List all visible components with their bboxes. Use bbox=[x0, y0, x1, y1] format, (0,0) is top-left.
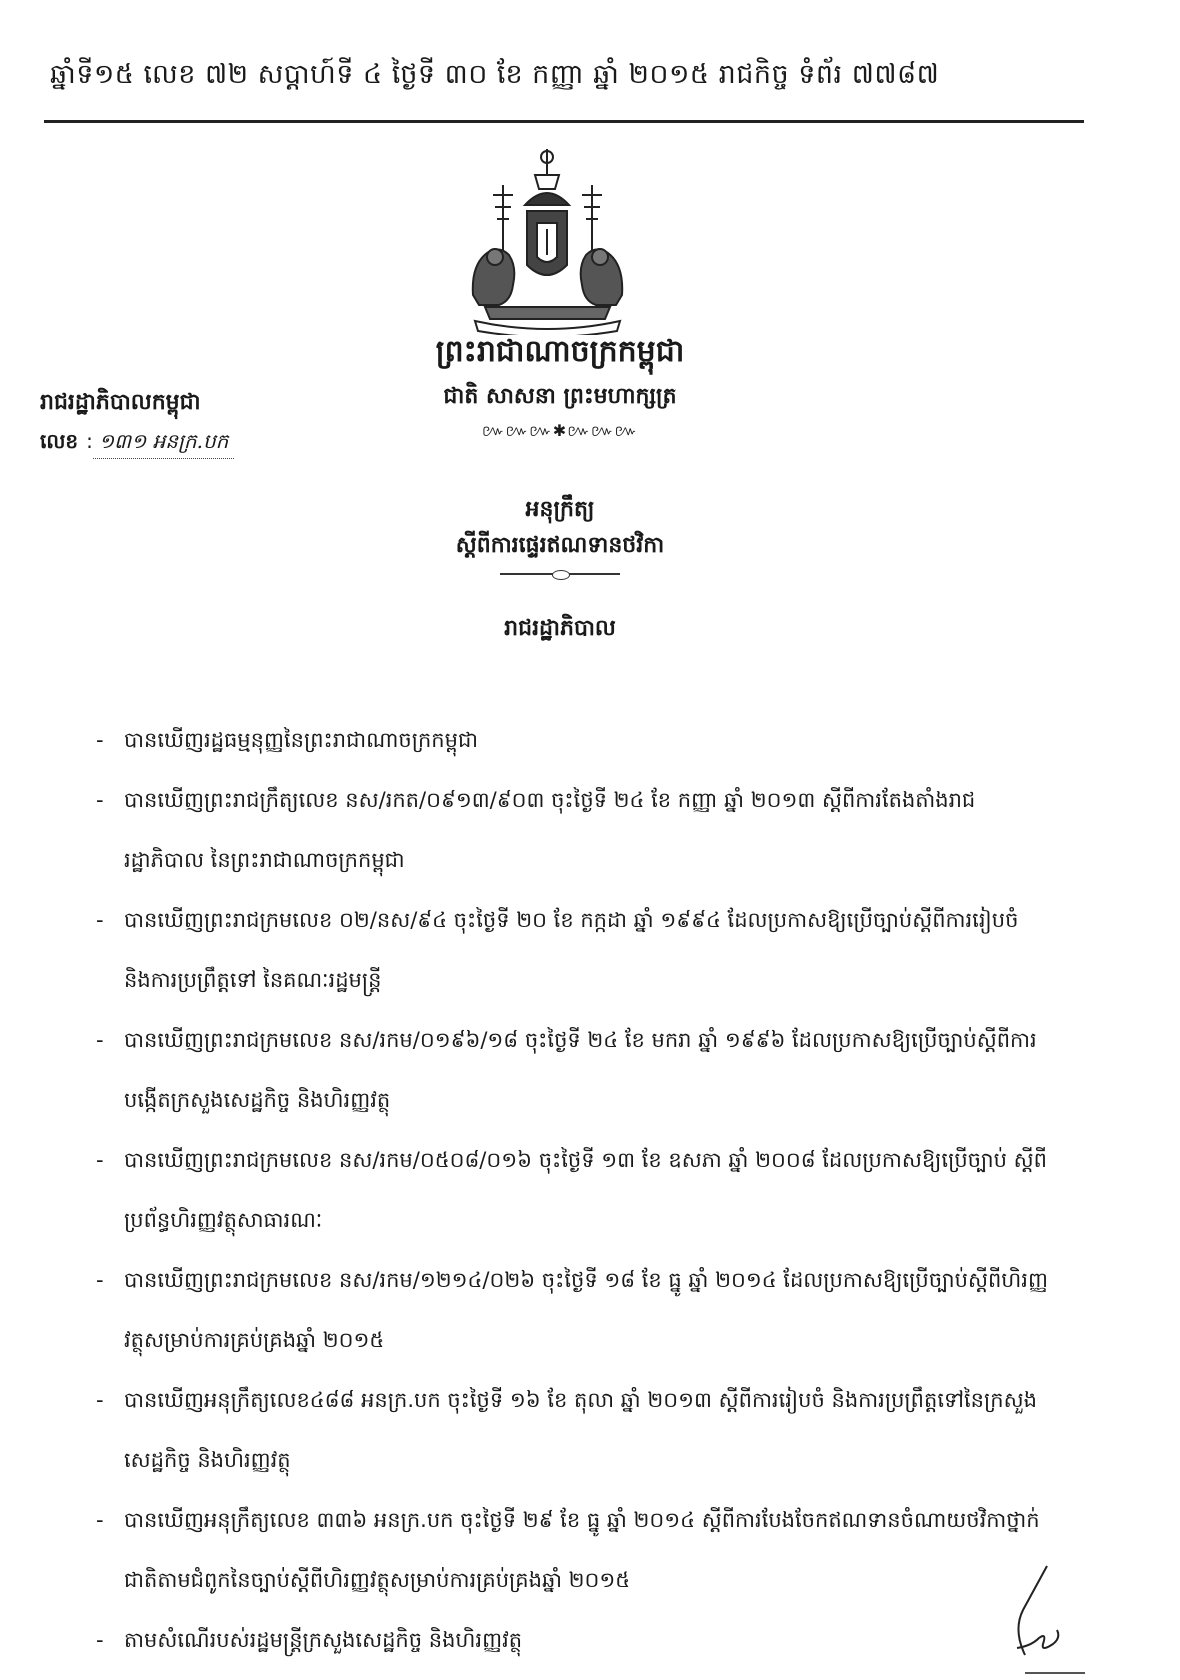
header-rule bbox=[44, 120, 1084, 123]
document-title-block bbox=[380, 495, 740, 575]
ornament-divider: ៚៚៚✱៚៚៚ bbox=[481, 421, 639, 440]
preamble-item: - បានឃើញរដ្ឋធម្មនុញ្ញនៃព្រះរាជាណាចក្រកម្ពុជា bbox=[90, 710, 1050, 770]
issuer-name: រាជរដ្ឋាភិបាលកម្ពុជា bbox=[40, 390, 201, 415]
national-motto: ជាតិ សាសនា ព្រះមហាក្សត្រ bbox=[443, 384, 677, 409]
preamble-item: - បានឃើញព្រះរាជក្រមលេខ នស/រកម/០៥០៨/០១៦ ចុះថ្ងៃទី ១៣ ខែ ឧសភា ឆ្នាំ ២០០៨ ដែលប្រកាសឱ្យប្រើច្បាប់ ស្តីពីប្រព័ន្ធហិរញ្ញវត្ថុសាធារណៈ bbox=[90, 1130, 1050, 1250]
preamble-item: - បានឃើញព្រះរាជក្រឹត្យលេខ នស/រកត/០៩១៣/៩០៣ ចុះថ្ងៃទី ២៤ ខែ កញ្ញា ឆ្នាំ ២០១៣ ស្តីពីការតែងតាំងរាជរដ្ឋាភិបាល នៃព្រះរាជាណាចក្រកម្ពុជា bbox=[90, 770, 1050, 890]
reference-number: ១៣១ អនក្រ.បក bbox=[93, 428, 235, 459]
document-type: អនុក្រឹត្យ bbox=[525, 497, 595, 522]
preamble-item: - បានឃើញព្រះរាជក្រមលេខ ០២/នស/៩៤ ចុះថ្ងៃទី ២០ ខែ កក្កដា ឆ្នាំ ១៩៩៤ ដែលប្រកាសឱ្យប្រើច្បាប់ស្តីពីការរៀបចំ និងការប្រព្រឹត្តទៅ នៃគណៈរដ្ឋមន្ត្រី bbox=[90, 890, 1050, 1010]
signature-icon bbox=[995, 1560, 1075, 1660]
kingdom-title: ព្រះរាជាណាចក្រកម្ពុជា bbox=[435, 334, 685, 369]
gazette-header: ឆ្នាំទី១៥ លេខ ៧២ សប្តាហ៍ទី ៤ ថ្ងៃទី ៣០ ខែ កញ្ញា ឆ្នាំ ២០១៥ រាជកិច្ច ទំព័រ ៧៧៨៧ bbox=[50, 59, 940, 90]
preamble-item: - បានឃើញអនុក្រឹត្យលេខ៤៨៨ អនក្រ.បក ចុះថ្ងៃទី ១៦ ខែ តុលា ឆ្នាំ ២០១៣ ស្តីពីការរៀបចំ និងការប្រព្រឹត្តទៅនៃក្រសួងសេដ្ឋកិច្ច និងហិរញ្ញវត្ថុ bbox=[90, 1370, 1050, 1490]
reference-label: លេខ bbox=[40, 429, 79, 453]
title-divider bbox=[500, 573, 620, 575]
preamble-list bbox=[90, 710, 1050, 1670]
government-heading: រាជរដ្ឋាភិបាល bbox=[504, 616, 616, 641]
issuer-block bbox=[40, 388, 400, 459]
royal-coat-of-arms-icon bbox=[465, 145, 630, 335]
reference-colon: : bbox=[86, 429, 93, 453]
page-corner-mark bbox=[1025, 1672, 1085, 1674]
preamble-item: - តាមសំណើរបស់រដ្ឋមន្ត្រីក្រសួងសេដ្ឋកិច្ច និងហិរញ្ញវត្ថុ bbox=[90, 1610, 1050, 1670]
reference-row bbox=[40, 428, 400, 459]
document-subject: ស្តីពីការផ្ទេរឥណទានថវិកា bbox=[455, 533, 665, 558]
preamble-item: - បានឃើញព្រះរាជក្រមលេខ នស/រកម/០១៩៦/១៨ ចុះថ្ងៃទី ២៤ ខែ មករា ឆ្នាំ ១៩៩៦ ដែលប្រកាសឱ្យប្រើច្បាប់ស្តីពីការបង្កើតក្រសួងសេដ្ឋកិច្ច និងហិរញ្ញវត្ថុ bbox=[90, 1010, 1050, 1130]
preamble-item: - បានឃើញព្រះរាជក្រមលេខ នស/រកម/១២១៤/០២៦ ចុះថ្ងៃទី ១៨ ខែ ធ្នូ ឆ្នាំ ២០១៤ ដែលប្រកាសឱ្យប្រើច្បាប់ស្តីពីហិរញ្ញវត្ថុសម្រាប់ការគ្រប់គ្រងឆ្នាំ ២០១៥ bbox=[90, 1250, 1050, 1370]
kingdom-block bbox=[380, 332, 740, 444]
preamble-item: - បានឃើញអនុក្រឹត្យលេខ ៣៣៦ អនក្រ.បក ចុះថ្ងៃទី ២៩ ខែ ធ្នូ ឆ្នាំ ២០១៤ ស្តីពីការបែងចែកឥណទានចំណាយថវិកាថ្នាក់ជាតិតាមជំពូកនៃច្បាប់ស្តីពីហិរញ្ញវត្ថុសម្រាប់ការគ្រប់គ្រងឆ្នាំ ២០១៥ bbox=[90, 1490, 1050, 1610]
